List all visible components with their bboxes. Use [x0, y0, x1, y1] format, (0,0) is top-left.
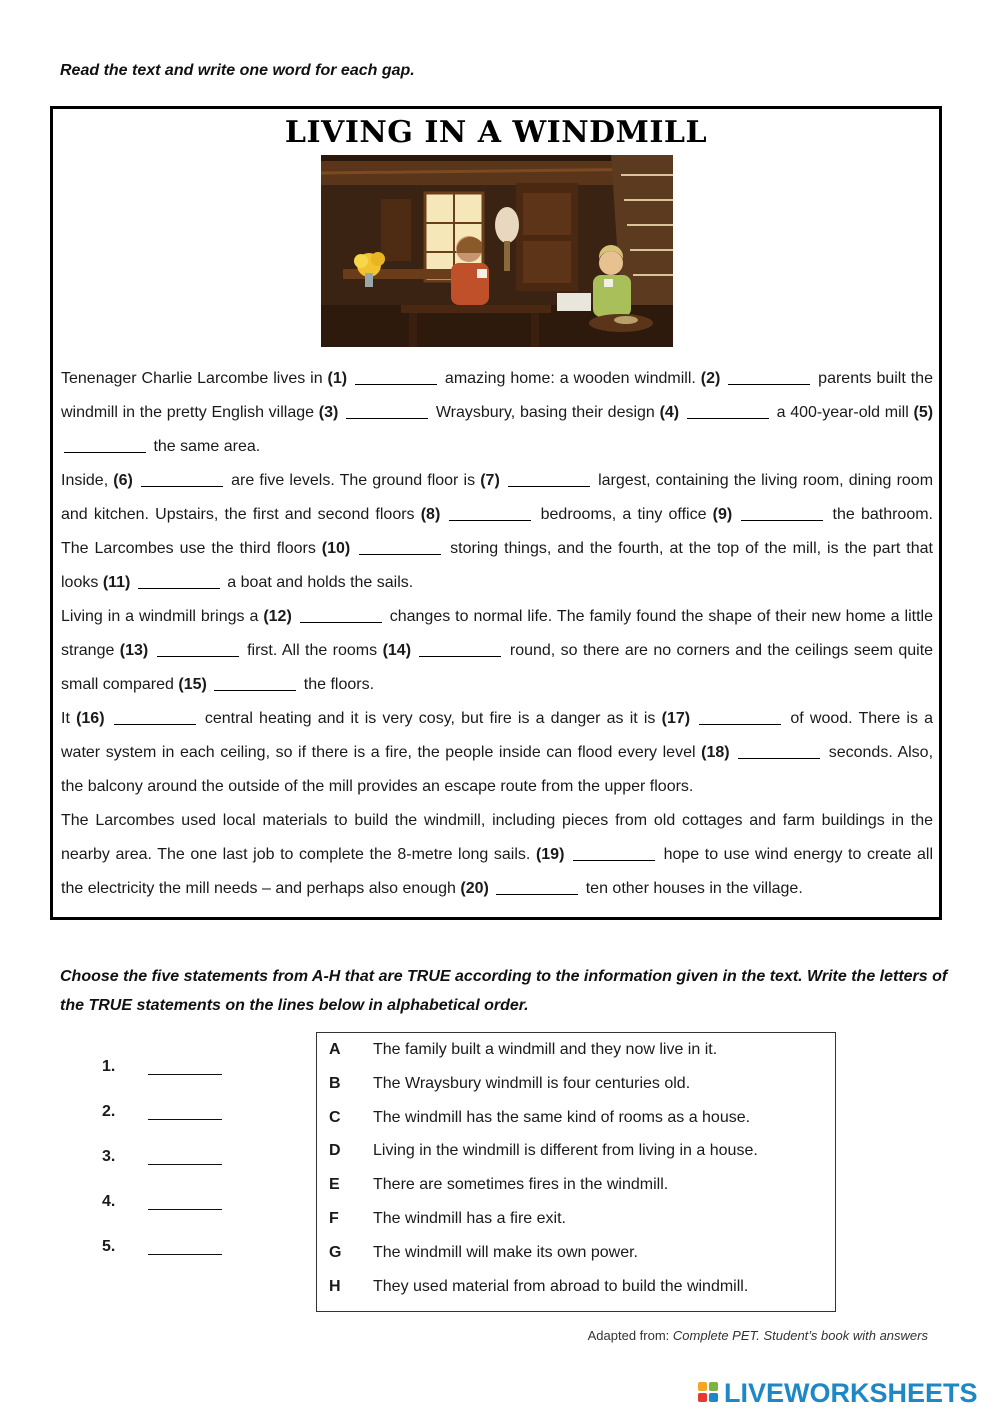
statement-row-f: [317, 1208, 835, 1242]
passage-text: Living in a windmill brings a: [61, 608, 259, 625]
passage-text: storing things, and the fourth, at the top of the mill, is the part that looks: [61, 540, 933, 591]
statement-letter: D: [329, 1142, 341, 1160]
answer-gap-16[interactable]: [114, 706, 196, 725]
answer-number: 2.: [102, 1103, 116, 1120]
statement-row-h: [317, 1276, 835, 1310]
gap-number: (11): [102, 574, 131, 591]
answer-blank-5[interactable]: [148, 1254, 222, 1255]
gap-number: (16): [76, 710, 105, 727]
answer-number: 5.: [102, 1238, 116, 1255]
gap-number: (3): [318, 404, 339, 421]
instructions-true-statements: Choose the five statements from A-H that are TRUE according to the information given in the text. Write the letters of the TRUE statements on the lines below in alphabetical order.: [60, 968, 948, 1014]
statement-letter: B: [329, 1074, 341, 1092]
passage-text: Tenenager Charlie Larcombe lives in: [61, 370, 323, 387]
answer-gap-8[interactable]: [449, 502, 531, 521]
answer-row: [102, 1187, 242, 1232]
gap-number: (4): [659, 404, 680, 421]
answer-blank-3[interactable]: [148, 1164, 222, 1165]
statement-letter: H: [329, 1277, 341, 1295]
passage-text: central heating and it is very cosy, but fire is a danger as it is: [204, 710, 656, 727]
statement-row-e: [317, 1174, 835, 1208]
gap-number: (2): [700, 370, 721, 387]
answer-row: [102, 1232, 242, 1277]
statement-letter: G: [329, 1243, 342, 1261]
passage-text: bedrooms, a tiny office: [540, 506, 707, 523]
statement-text: The Wraysbury windmill is four centuries old.: [373, 1074, 691, 1092]
statement-row-a: [317, 1039, 835, 1073]
reading-text-box: [50, 106, 942, 920]
source-prefix: Adapted from:: [587, 1328, 670, 1343]
answer-blank-1[interactable]: [148, 1074, 222, 1075]
gap-number: (17): [661, 710, 691, 727]
windmill-interior-photo: [321, 155, 673, 347]
passage-text: changes to normal life. The family found the shape of their new home a little strange: [61, 608, 933, 659]
answer-number: 3.: [102, 1148, 116, 1165]
gap-number: (10): [321, 540, 351, 557]
passage-text: The Larcombes used local materials to build the windmill, including pieces from old cottages and farm buildings in the nearby area. The one last job to complete the 8-metre long sails.: [61, 812, 933, 863]
passage-text: are five levels. The ground floor is: [231, 472, 476, 489]
statement-letter: E: [329, 1176, 340, 1194]
answer-gap-12[interactable]: [300, 604, 382, 623]
gap-number: (6): [113, 472, 133, 489]
gap-number: (20): [460, 880, 489, 897]
passage-paragraph-4: [61, 702, 933, 804]
statement-text: The windmill will make its own power.: [373, 1243, 638, 1261]
answer-gap-10[interactable]: [359, 536, 441, 555]
answer-gap-17[interactable]: [699, 706, 781, 725]
answer-blank-4[interactable]: [148, 1209, 222, 1210]
passage-text: of wood. There is a water system in each ceiling, so if there is a fire, the people inside can flood every level: [61, 710, 934, 761]
source-credit: [588, 1328, 928, 1343]
statement-text: There are sometimes fires in the windmill.: [373, 1176, 669, 1194]
answer-gap-19[interactable]: [573, 842, 655, 861]
statement-letter: C: [329, 1108, 341, 1126]
gap-number: (18): [701, 744, 730, 761]
passage-text: Wraysbury, basing their design: [435, 404, 655, 421]
answer-gap-9[interactable]: [741, 502, 823, 521]
gap-number: (14): [382, 642, 412, 659]
passage-text: largest, containing the living room, dining room and kitchen. Upstairs, the first and second floors: [61, 472, 934, 523]
passage-text: ten other houses in the village.: [585, 880, 803, 897]
answer-gap-13[interactable]: [157, 638, 239, 657]
answer-gap-3[interactable]: [346, 400, 428, 419]
passage-text: seconds. Also, the balcony around the outside of the mill provides an escape route from the upper floors.: [61, 744, 934, 795]
passage-paragraph-2: [61, 464, 933, 600]
passage-text: the same area.: [153, 438, 261, 455]
liveworksheets-logo-icon: [698, 1382, 720, 1404]
statement-text: The windmill has the same kind of rooms as a house.: [373, 1108, 751, 1126]
passage-text: hope to use wind energy to create all the electricity the mill needs – and perhaps also enough: [61, 846, 934, 897]
statement-row-c: [317, 1107, 835, 1141]
answer-gap-6[interactable]: [141, 468, 223, 487]
passage-text: round, so there are no corners and the ceilings seem quite small compared: [61, 642, 934, 693]
answer-number: 4.: [102, 1193, 116, 1210]
answer-gap-7[interactable]: [508, 468, 590, 487]
answer-number: 1.: [102, 1058, 116, 1075]
answer-row: [102, 1052, 242, 1097]
answer-row: [102, 1142, 242, 1187]
passage-paragraph-1: [61, 362, 933, 464]
statement-text: The windmill has a fire exit.: [373, 1209, 566, 1227]
answer-gap-18[interactable]: [738, 740, 820, 759]
passage-text: Inside,: [61, 472, 109, 489]
statement-row-g: [317, 1242, 835, 1276]
source-title: Complete PET. Student’s book with answers: [672, 1328, 928, 1343]
passage-text: It: [61, 710, 70, 727]
liveworksheets-logo: [698, 1378, 978, 1408]
statements-box: [316, 1032, 836, 1312]
gap-number: (8): [420, 506, 441, 523]
gap-number: (19): [535, 846, 565, 863]
statement-row-d: [317, 1140, 835, 1174]
gap-number: (7): [480, 472, 500, 489]
gap-number: (1): [327, 370, 348, 387]
answer-gap-5[interactable]: [64, 434, 146, 453]
answer-row: [102, 1097, 242, 1142]
statement-letter: F: [329, 1209, 339, 1227]
passage-text: the floors.: [303, 676, 375, 693]
passage-text: a boat and holds the sails.: [227, 574, 414, 591]
reading-passage: [61, 362, 933, 906]
answer-blank-2[interactable]: [148, 1119, 222, 1120]
answer-gap-2[interactable]: [728, 366, 810, 385]
answer-gap-20[interactable]: [496, 876, 578, 895]
passage-text: the bathroom. The Larcombes use the third floors: [61, 506, 933, 557]
statement-row-b: [317, 1073, 835, 1107]
answer-gap-4[interactable]: [687, 400, 769, 419]
statement-text: The family built a windmill and they now live in it.: [373, 1041, 718, 1058]
gap-number: (5): [913, 404, 934, 421]
gap-number: (15): [178, 676, 207, 693]
passage-paragraph-5: [61, 804, 933, 906]
liveworksheets-logo-text: LIVEWORKSHEETS: [724, 1377, 978, 1408]
gap-number: (9): [712, 506, 733, 523]
passage-paragraph-3: [61, 600, 933, 702]
answer-gap-14[interactable]: [419, 638, 501, 657]
gap-number: (12): [263, 608, 292, 625]
answer-gap-1[interactable]: [355, 366, 437, 385]
answer-lines: [102, 1052, 242, 1277]
passage-text: first. All the rooms: [247, 642, 378, 659]
answer-gap-15[interactable]: [214, 672, 296, 691]
reading-title: LIVING IN A WINDMILL: [284, 115, 708, 150]
answer-gap-11[interactable]: [138, 570, 220, 589]
statement-text: Living in the windmill is different from living in a house.: [373, 1142, 758, 1160]
passage-text: amazing home: a wooden windmill.: [444, 370, 696, 387]
passage-text: a 400-year-old mill: [776, 404, 909, 421]
statement-text: They used material from abroad to build the windmill.: [373, 1277, 749, 1295]
instructions-gap-fill: Read the text and write one word for each gap.: [60, 62, 415, 79]
gap-number: (13): [119, 642, 149, 659]
statement-letter: A: [329, 1041, 341, 1058]
passage-text: parents built the windmill in the pretty English village: [61, 370, 933, 421]
